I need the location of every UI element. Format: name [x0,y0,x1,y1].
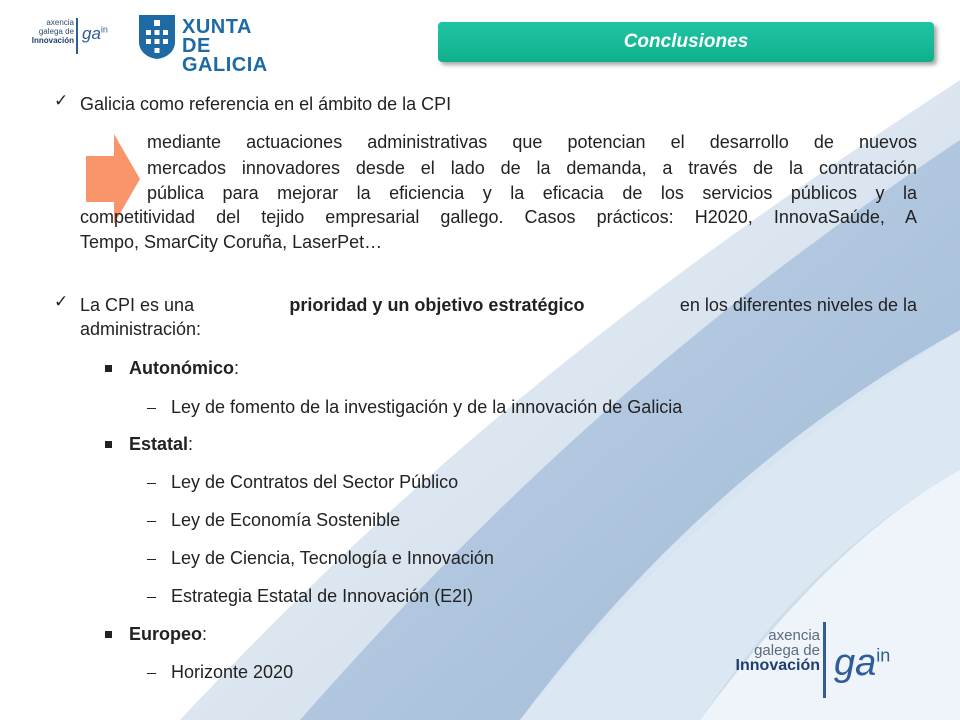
law-item: Horizonte 2020 [171,662,294,682]
level-label: Europeo [129,624,203,644]
gain-footer-mark-sup: in [876,645,891,666]
level-europeo: Europeo: [129,624,208,644]
gain-logo-header [14,18,124,54]
dash-bullet-icon [147,559,156,560]
point2-bold: prioridad y un objetivo estratégico [289,295,585,315]
point2-pre: La CPI es una [80,295,195,315]
point1-para-line5: Tempo, SmarCity Coruña, LaserPet… [80,232,383,252]
level-label: Estatal [129,434,189,454]
dash-bullet-icon [147,483,156,484]
checkmark-icon: ✓ [54,292,69,311]
gain-logo-mark: ga [82,24,101,43]
gain-logo-footer [726,622,926,700]
gain-logo-line3: Innovación [31,36,74,45]
gain-logo-mark-sup: in [100,24,108,35]
point2-line2: administración: [80,319,202,339]
law-item: Estrategia Estatal de Innovación (E2I) [171,586,474,606]
law-item: Ley de fomento de la investigación y de la innovación de Galicia [171,397,683,417]
section-title-banner [438,22,934,62]
gain-logo-divider [76,18,78,54]
xunta-line1: XUNTA [182,16,252,38]
level-autonomico: Autonómico: [129,358,240,378]
square-bullet-icon [105,631,112,638]
xunta-shield-icon [138,14,176,60]
point2-line1 [80,294,917,316]
gain-footer-line1: axencia [768,627,820,644]
law-item: Ley de Contratos del Sector Público [171,472,459,492]
square-bullet-icon [105,365,112,372]
checkmark-icon: ✓ [54,91,69,110]
point1-para-line2: mercados innovadores desde el lado de la demanda, a través de la contratación [147,158,917,178]
law-item: Ley de Economía Sostenible [171,510,401,530]
gain-logo-line1: axencia [46,18,74,27]
xunta-line2: DE GALICIA [182,35,268,76]
gain-footer-mark: ga [834,642,877,684]
point2-post: en los diferentes niveles de la [679,295,917,315]
dash-bullet-icon [147,597,156,598]
point1-para-line4: competitividad del tejido empresarial gallego. Casos prácticos: H2020, InnovaSaúde, A [80,207,917,227]
gain-footer-divider [823,622,826,698]
square-bullet-icon [105,441,112,448]
point1-para-line1: mediante actuaciones administrativas que potencian el desarrollo de nuevos [147,132,917,152]
gain-logo-line2: galega de [38,27,74,36]
section-title: Conclusiones [623,31,749,52]
law-item: Ley de Ciencia, Tecnología e Innovación [171,548,494,568]
gain-footer-line3: Innovación [735,657,820,674]
point1-heading: Galicia como referencia en el ámbito de la CPI [80,94,452,114]
dash-bullet-icon [147,521,156,522]
xunta-logo [138,14,298,76]
dash-bullet-icon [147,408,156,409]
level-estatal: Estatal: [129,434,194,454]
gain-footer-line2: galega de [754,642,820,659]
level-label: Autonómico [129,358,234,378]
dash-bullet-icon [147,673,156,674]
point1-para-line3: pública para mejorar la eficiencia y la eficacia de los servicios públicos y la [147,183,917,203]
